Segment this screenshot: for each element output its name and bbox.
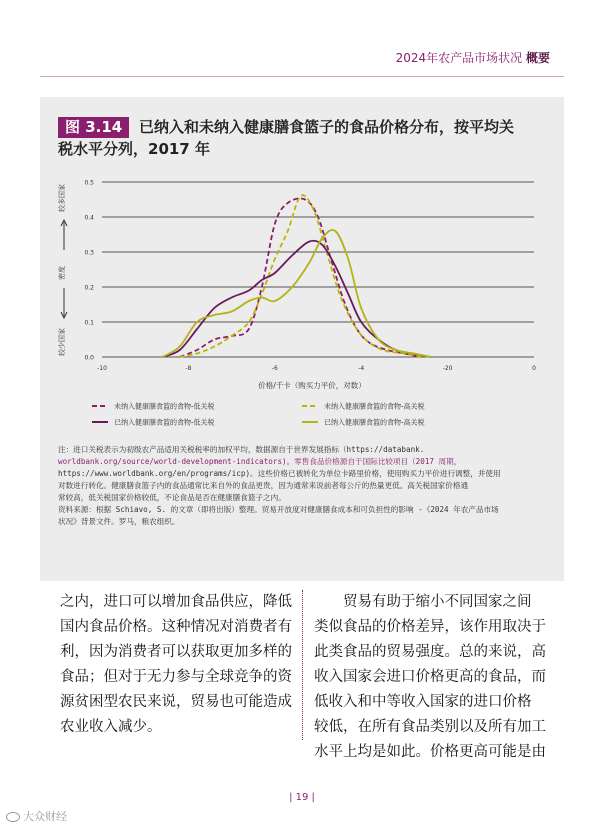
- page-number: | 19 |: [289, 792, 315, 803]
- y-tick-label: 0.3: [84, 249, 94, 257]
- x-tick-labels: [97, 365, 536, 372]
- body-line: 水平上均是如此。价格更高可能是由: [314, 744, 546, 760]
- series-line-1: [180, 198, 422, 357]
- body-line: 源贫困型农民来说，贸易也可能造成: [60, 694, 292, 710]
- source-line: 状况》背景文件。罗马，粮农组织。: [58, 517, 180, 526]
- body-column-right: [314, 590, 550, 765]
- body-line: 此类食品的贸易强度。总的来说，高: [314, 644, 546, 660]
- x-tick-label: -4: [358, 365, 365, 372]
- x-axis-label: 价格/千卡（购买力平价，对数）: [258, 381, 366, 390]
- x-tick-label: 0: [532, 365, 536, 372]
- note-line[interactable]: worldbank.org/source/world-development-indicators)。零售食品价格源自于国际比较项目（2017 周期，: [58, 457, 462, 466]
- legend-label: 未纳入健康膳食篮的食物-低关税: [114, 402, 215, 411]
- series-line-3: [162, 241, 430, 357]
- series-lines: [162, 195, 430, 357]
- note-line: https://www.worldbank.org/en/programs/icp)。这些价格已被转化为单位卡路里价格，使用购买力平价进行调整，并使用: [58, 469, 501, 478]
- y-label-top: 较多国家: [58, 184, 66, 212]
- legend-label: 已纳入健康膳食篮的食物-低关税: [114, 418, 215, 427]
- figure-title-line1: 已纳入和未纳入健康膳食篮子的食品价格分布，按平均关: [139, 118, 515, 136]
- y-tick-label: 0.1: [84, 319, 94, 327]
- body-column-left: [60, 590, 292, 740]
- x-tick-label: -8: [185, 365, 192, 372]
- x-tick-label: -6: [271, 365, 278, 372]
- figure-badge: 图 3.14: [58, 117, 129, 138]
- legend-label: 已纳入健康膳食篮的食物-高关税: [324, 418, 425, 427]
- y-tick-label: 0.0: [84, 354, 94, 362]
- y-tick-labels: [84, 180, 94, 362]
- header-section: 概要: [525, 51, 550, 65]
- running-header: [396, 49, 550, 66]
- chart-legend: [92, 402, 425, 427]
- x-tick-label: -20: [442, 365, 453, 372]
- y-tick-label: 0.2: [84, 284, 94, 292]
- figure-title-line2: 税水平分列，2017 年: [58, 140, 210, 158]
- chart-grid: [102, 182, 534, 357]
- body-line: 国内食品价格。这种情况对消费者有: [60, 619, 292, 635]
- header-title: 2024年农产品市场状况: [395, 51, 523, 65]
- note-line: 注：进口关税表示为初级农产品适用关税税率的加权平均，数据源自于世界发展指标（https://databank.: [58, 445, 425, 454]
- body-line: 食品；但对于无力参与全球竞争的资: [60, 669, 292, 685]
- y-label-bottom: 较少国家: [58, 328, 66, 356]
- note-line: 常较高，低关税国家价格较低，不论食品是否在健康膳食篮子之内。: [58, 493, 286, 502]
- body-line: 农业收入减少。: [60, 719, 162, 735]
- body-line: 之内，进口可以增加食品供应，降低: [60, 594, 292, 610]
- y-tick-label: 0.4: [84, 214, 94, 222]
- body-line: 类似食品的价格差异，该作用取决于: [314, 619, 546, 635]
- source-line: 资料来源：根据 Schiavo, S. 的文章（即将出版）整理。贸易开放度对健康膳食成本和可负担性的影响 -《2024 年农产品市场: [58, 505, 499, 514]
- watermark-logo-icon: [6, 812, 20, 822]
- column-divider: [302, 590, 303, 740]
- note-line: 对数进行转化。健康膳食篮子内的食品通常比来自外的食品更贵，因为通常来说前者每公斤的热量更低。高关税国家价格通: [58, 481, 469, 490]
- body-line: 较低，在所有食品类别以及所有加工: [314, 719, 546, 735]
- body-line: 收入国家会进口价格更高的食品，而: [314, 669, 546, 685]
- legend-label: 未纳入健康膳食篮的食物-高关税: [324, 402, 425, 411]
- body-line: 低收入和中等收入国家的进口价格: [314, 694, 532, 710]
- x-tick-label: -10: [97, 365, 107, 372]
- watermark-text: 大众财经: [23, 810, 67, 823]
- figure-note: [58, 444, 552, 528]
- body-line: 利，因为消费者可以获取更加多样的: [60, 644, 292, 660]
- watermark: [6, 808, 67, 824]
- y-tick-label: 0.5: [84, 179, 94, 187]
- header-divider: [40, 76, 564, 77]
- body-line: 贸易有助于缩小不同国家之间: [343, 594, 532, 610]
- y-label-mid: 密度: [58, 266, 66, 280]
- density-chart: [52, 170, 552, 440]
- series-line-4: [162, 230, 430, 357]
